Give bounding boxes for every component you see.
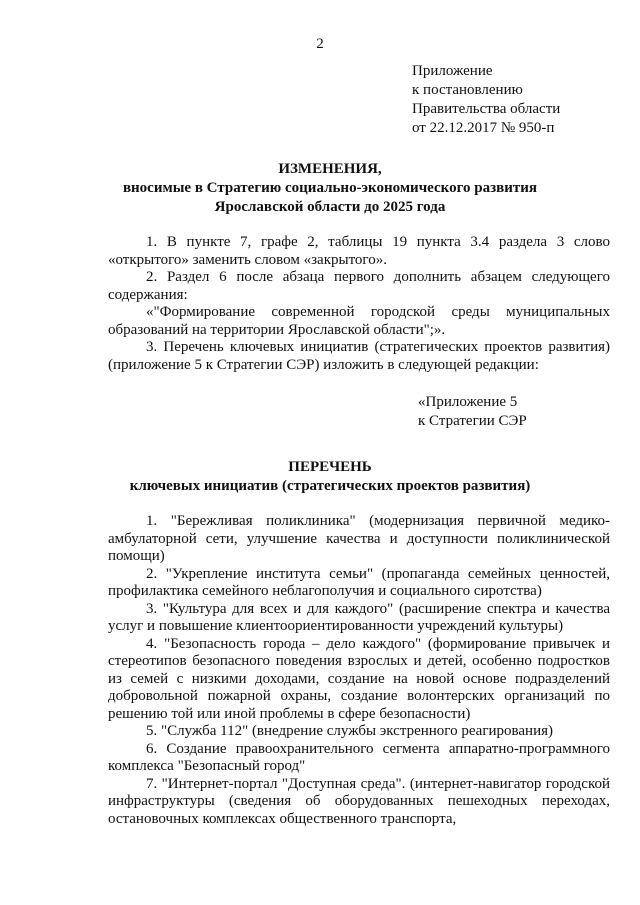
initiative-item: 4. "Безопасность города – дело каждого" (формирование привычек и стереотипов безопасного поведения взрослых и детей, особенно подростков из семей с низкими доходами, создание на новой основе подразделений добровольной пожарной охраны, создание волонтерских организаций по решению той или иной проблемы в сфере безопасности) xyxy=(108,635,610,722)
initiative-item: 1. "Бережливая поликлиника" (модернизация первичной медико-амбулаторной сети, улучшение качества и доступности поликлинической помощи) xyxy=(108,513,610,564)
approval-line: Правительства области xyxy=(412,101,561,117)
page-number: 2 xyxy=(316,36,324,52)
initiative-item: 7. "Интернет-портал "Доступная среда". (интернет-навигатор городской инфраструктуры (сведения об оборудованных пешеходных переходах, остановочных комплексах общественного транспорта, xyxy=(108,775,610,827)
change-item: «"Формирование современной городской среды муниципальных образований на территории Ярославской области";». xyxy=(108,304,610,338)
initiative-item: 3. "Культура для всех и для каждого" (расширение спектра и качества услуг и повышение клиентоориентированности учреждений культуры) xyxy=(108,600,610,634)
approval-line: от 22.12.2017 № 950-п xyxy=(412,120,555,136)
list-title xyxy=(100,458,560,496)
initiative-item: 5. "Служба 112" (внедрение службы экстренного реагирования) xyxy=(146,723,553,739)
list-subtitle: ключевых инициатив (стратегических проектов развития) xyxy=(129,478,531,494)
changes-subtitle-2: Ярославской области до 2025 года xyxy=(214,199,446,215)
approval-stamp xyxy=(412,62,560,138)
change-item: 1. В пункте 7, графе 2, таблицы 19 пункта 3.4 раздела 3 слово «открытого» заменить словом «закрытого». xyxy=(108,234,610,268)
attachment-note xyxy=(418,393,527,431)
change-item: 2. Раздел 6 после абзаца первого дополнить абзацем следующего содержания: xyxy=(108,269,610,303)
approval-line: Приложение xyxy=(412,63,493,79)
changes-list xyxy=(108,234,610,374)
changes-title-main: ИЗМЕНЕНИЯ, xyxy=(278,161,382,177)
change-item: 3. Перечень ключевых инициатив (стратегических проектов развития) (приложение 5 к Стратегии СЭР) изложить в следующей редакции: xyxy=(108,339,610,373)
attachment-line-1: «Приложение 5 xyxy=(418,394,518,410)
initiative-item: 2. "Укрепление института семьи" (пропаганда семейных ценностей, профилактика семейного неблагополучия и социального сиротства) xyxy=(108,565,610,599)
approval-line: к постановлению xyxy=(412,82,523,98)
changes-subtitle-1: вносимые в Стратегию социально-экономического развития xyxy=(122,180,538,196)
list-title-main: ПЕРЕЧЕНЬ xyxy=(288,459,372,475)
changes-title xyxy=(100,160,560,217)
attachment-line-2: к Стратегии СЭР xyxy=(418,413,527,429)
initiative-item: 6. Создание правоохранительного сегмента аппаратно-программного комплекса "Безопасный город" xyxy=(108,740,610,774)
initiatives-list xyxy=(108,513,610,828)
